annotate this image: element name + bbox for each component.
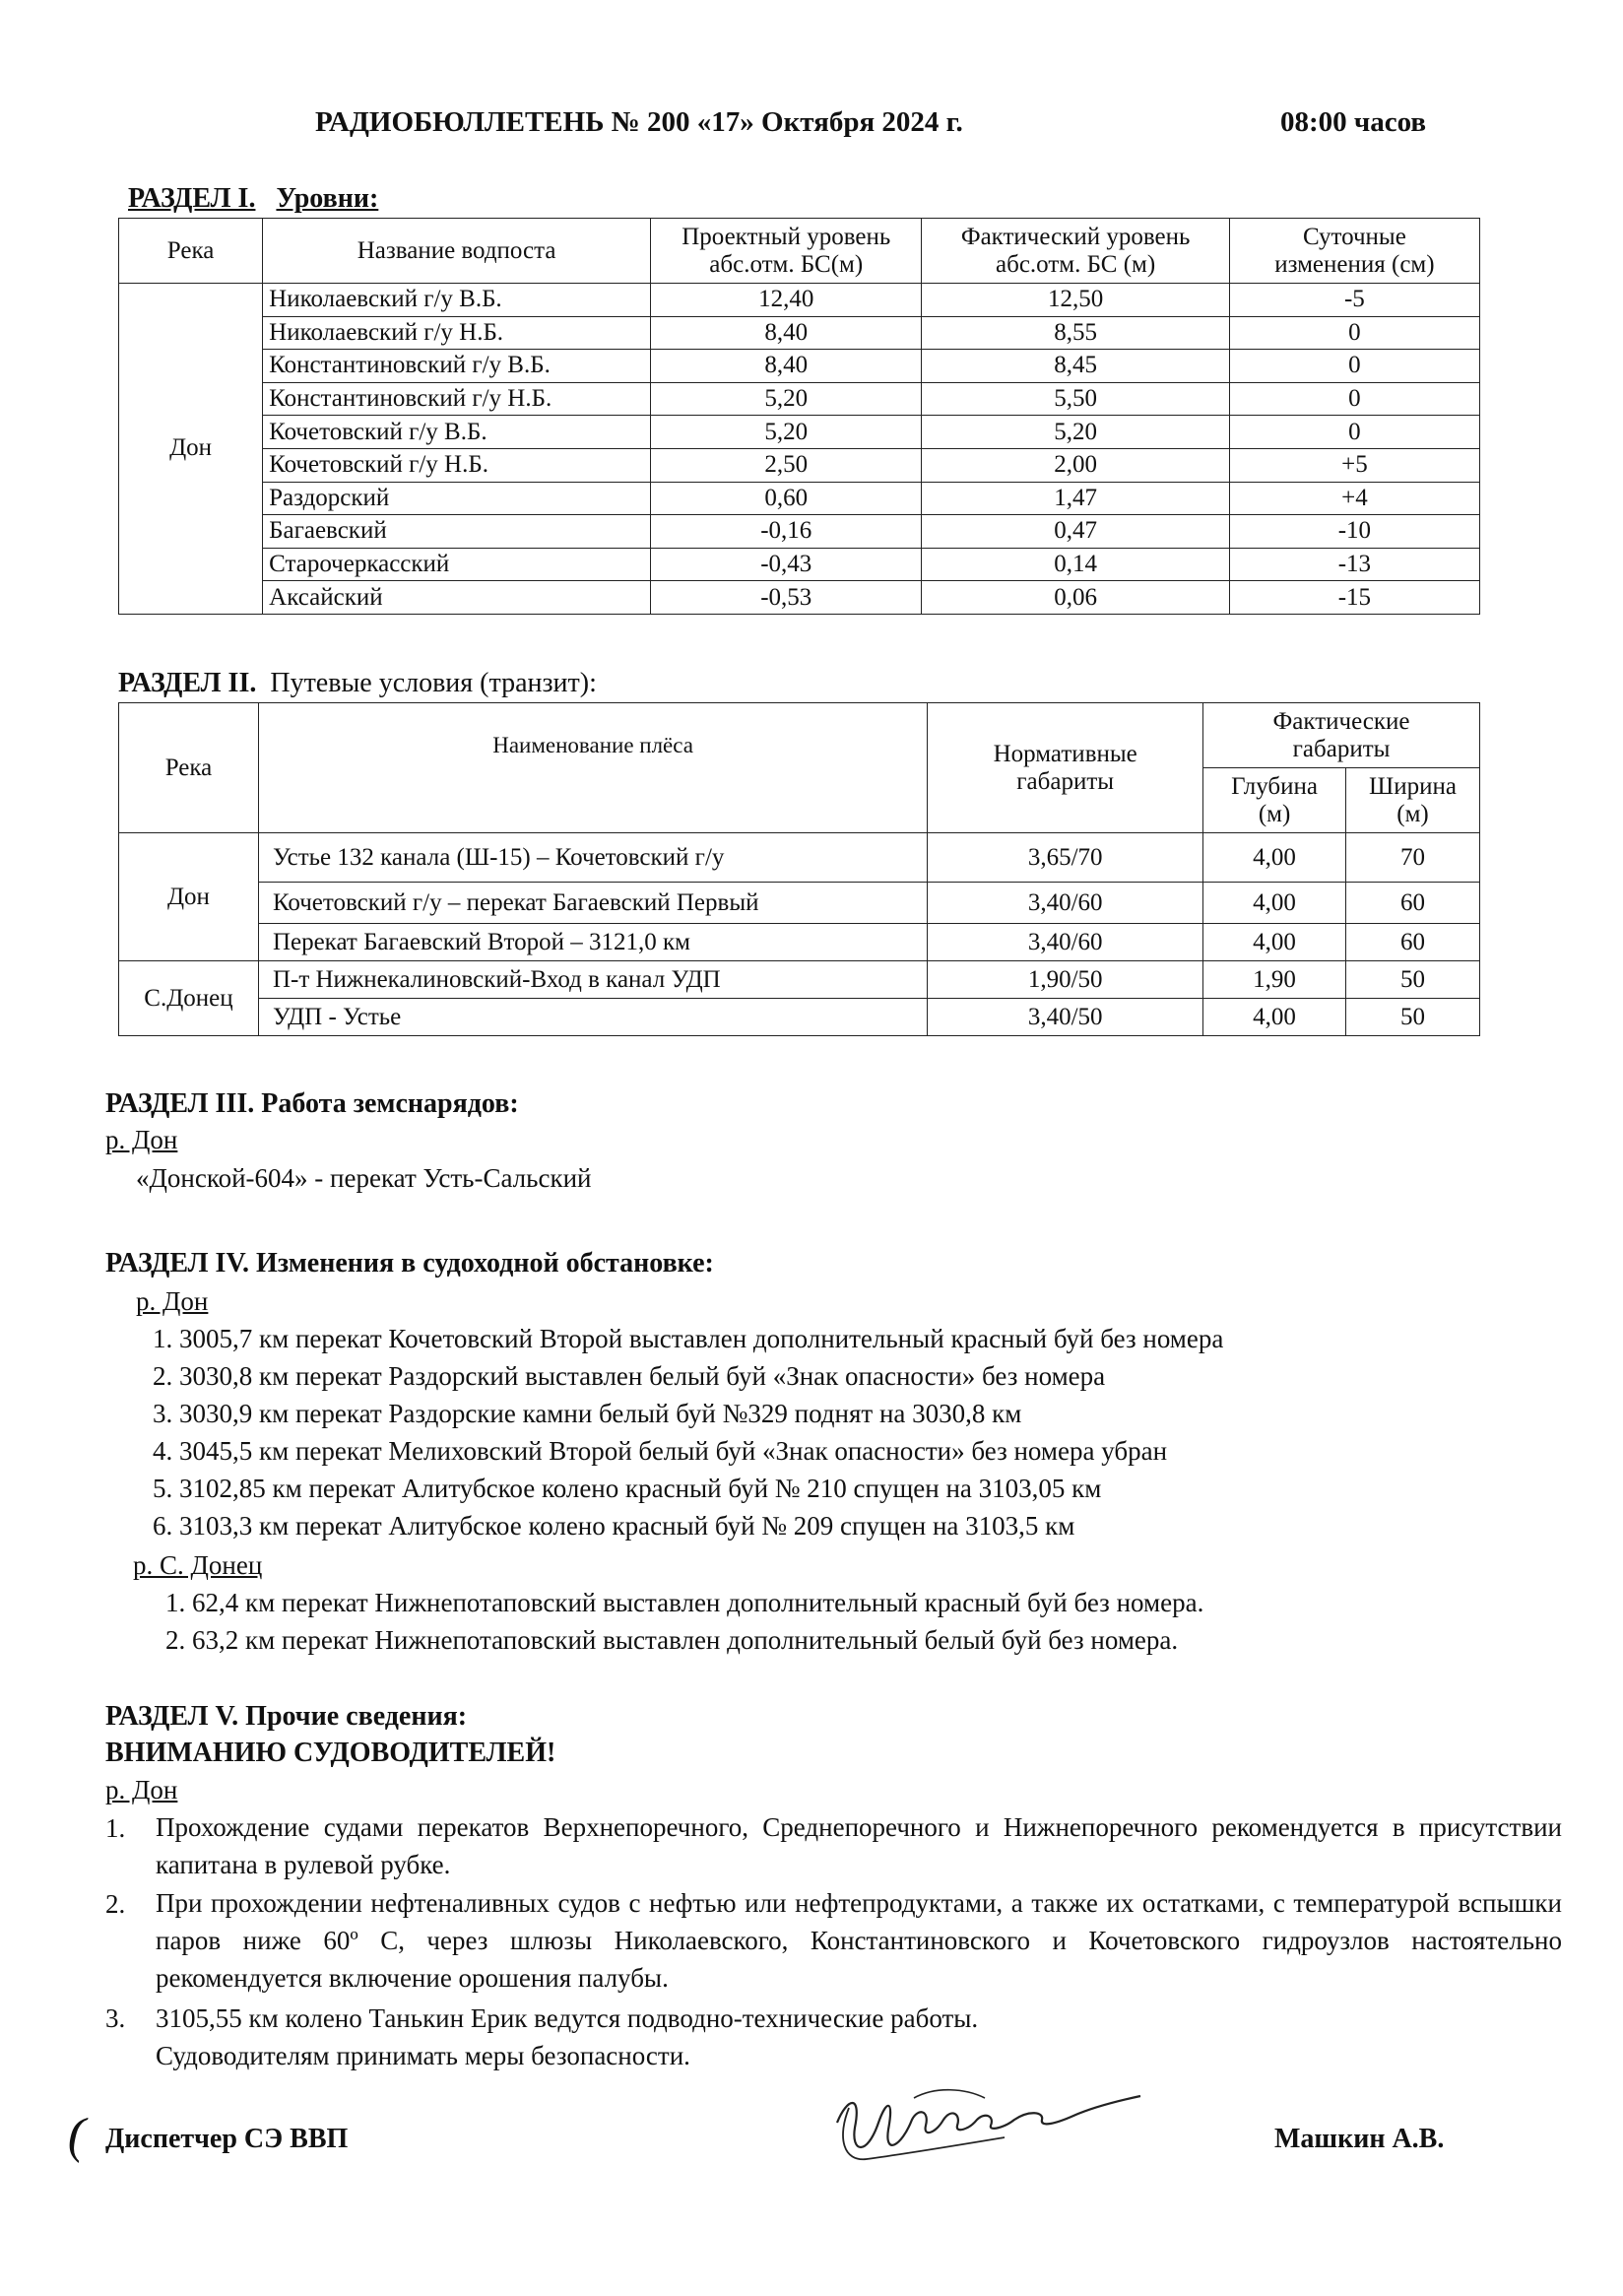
actual-level: 8,45	[922, 350, 1229, 383]
section4-heading	[105, 1248, 714, 1279]
signer-name: Машкин А.В.	[1274, 2124, 1445, 2154]
station-name: Старочеркасский	[263, 548, 651, 581]
station-name: Кочетовский г/у Н.Б.	[263, 448, 651, 482]
item-1-number: 1.	[105, 1813, 126, 1843]
section3-title: РАЗДЕЛ III. Работа земснарядов:	[105, 1088, 519, 1119]
levels-table	[118, 218, 1480, 615]
daily-change: -13	[1229, 548, 1479, 581]
header-width: Ширина (м)	[1346, 768, 1480, 833]
section1-number: РАЗДЕЛ I.	[128, 183, 256, 214]
station-name: Кочетовский г/у В.Б.	[263, 416, 651, 449]
header-station: Название водпоста	[263, 219, 651, 284]
design-level: -0,43	[651, 548, 922, 581]
item-1-text: Прохождение судами перекатов Верхнепоречного, Среднепоречного и Нижнепоречного рекомендуется в присутствии капитана в рулевой рубке.	[156, 1812, 1562, 1879]
table-row	[119, 284, 1480, 317]
daily-change: 0	[1229, 350, 1479, 383]
section5-heading	[105, 1701, 467, 1733]
actual-width: 60	[1346, 924, 1480, 961]
actual-width: 50	[1346, 999, 1480, 1036]
list-item: 3. 3030,9 км перекат Раздорские камни белый буй №329 поднят на 3030,8 км	[153, 1399, 1022, 1428]
attention-heading	[105, 1738, 555, 1769]
table-row	[119, 482, 1480, 515]
table-row	[119, 883, 1480, 924]
actual-level: 1,47	[922, 482, 1229, 515]
section1-title: Уровни:	[276, 183, 379, 214]
attention-text: ВНИМАНИЮ СУДОВОДИТЕЛЕЙ!	[105, 1738, 556, 1768]
actual-width: 50	[1346, 961, 1480, 999]
normative-dimensions: 3,40/50	[928, 999, 1203, 1036]
actual-depth: 1,90	[1203, 961, 1346, 999]
table-row	[119, 548, 1480, 581]
section4-don-label: р. Дон	[136, 1286, 209, 1316]
table-row	[119, 316, 1480, 350]
bulletin-title: РАДИОБЮЛЛЕТЕНЬ № 200 «17» Октября 2024 г.	[315, 106, 963, 138]
reach-name: П-т Нижнекалиновский-Вход в канал УДП	[258, 961, 927, 999]
actual-level: 2,00	[922, 448, 1229, 482]
river-cell: Дон	[119, 284, 263, 615]
design-level: -0,53	[651, 581, 922, 615]
section2-number: РАЗДЕЛ II.	[118, 668, 257, 698]
section1-heading	[128, 183, 378, 215]
design-level: 12,40	[651, 284, 922, 317]
list-item: 2. 3030,8 км перекат Раздорский выставлен белый буй «Знак опасности» без номера	[153, 1361, 1106, 1391]
section2-title: Путевые условия (транзит):	[270, 668, 597, 698]
table-row	[119, 382, 1480, 416]
station-name: Николаевский г/у В.Б.	[263, 284, 651, 317]
section3-item: «Донской-604» - перекат Усть-Сальский	[136, 1163, 592, 1193]
table-row	[119, 999, 1480, 1036]
bulletin-time: 08:00 часов	[1280, 106, 1427, 138]
actual-level: 8,55	[922, 316, 1229, 350]
margin-mark: (	[63, 2105, 93, 2165]
normative-dimensions: 3,40/60	[928, 883, 1203, 924]
actual-level: 0,14	[922, 548, 1229, 581]
item-2-number: 2.	[105, 1889, 126, 1919]
table-row	[119, 961, 1480, 999]
design-level: 5,20	[651, 382, 922, 416]
daily-change: 0	[1229, 416, 1479, 449]
reach-name: Перекат Багаевский Второй – 3121,0 км	[258, 924, 927, 961]
item-2-text: При прохождении нефтеналивных судов с нефтью или нефтепродуктами, а также их остатками, с температурой вспышки паров ниже 60º С, через шлюзы Николаевского, Константиновского и Кочетовского гидроузлов настоятельно рекомендуется включение орошения палубы.	[156, 1888, 1562, 1993]
actual-depth: 4,00	[1203, 999, 1346, 1036]
section4-donets-label: р. С. Донец	[133, 1550, 263, 1580]
actual-level: 0,47	[922, 515, 1229, 549]
station-name: Аксайский	[263, 581, 651, 615]
actual-depth: 4,00	[1203, 924, 1346, 961]
table-row	[119, 833, 1480, 883]
daily-change: -15	[1229, 581, 1479, 615]
section5-river: р. Дон	[105, 1775, 178, 1804]
header-actual-dimensions: Фактические габариты	[1203, 703, 1480, 768]
actual-depth: 4,00	[1203, 883, 1346, 924]
header-reach: Наименование плёса	[258, 703, 927, 833]
actual-depth: 4,00	[1203, 833, 1346, 883]
design-level: 0,60	[651, 482, 922, 515]
normative-dimensions: 3,65/70	[928, 833, 1203, 883]
design-level: 8,40	[651, 350, 922, 383]
list-item: 5. 3102,85 км перекат Алитубское колено красный буй № 210 спущен на 3103,05 км	[153, 1474, 1102, 1503]
section2-heading	[118, 668, 597, 699]
header-river: Река	[119, 219, 263, 284]
station-name: Николаевский г/у Н.Б.	[263, 316, 651, 350]
actual-width: 70	[1346, 833, 1480, 883]
daily-change: -10	[1229, 515, 1479, 549]
daily-change: -5	[1229, 284, 1479, 317]
list-item: 4. 3045,5 км перекат Мелиховский Второй белый буй «Знак опасности» без номера убран	[153, 1436, 1168, 1466]
section3-river: р. Дон	[105, 1125, 178, 1154]
reach-name: Устье 132 канала (Ш-15) – Кочетовский г/у	[258, 833, 927, 883]
table-row	[119, 350, 1480, 383]
station-name: Раздорский	[263, 482, 651, 515]
header-normative: Нормативные габариты	[928, 703, 1203, 833]
list-item: 2. 63,2 км перекат Нижнепотаповский выставлен дополнительный белый буй без номера.	[165, 1625, 1179, 1655]
section5-title: РАЗДЕЛ V. Прочие сведения:	[105, 1701, 468, 1732]
safety-note: Судоводителям принимать меры безопасности.	[156, 2041, 690, 2070]
table-row	[119, 448, 1480, 482]
list-item: 1. 3005,7 км перекат Кочетовский Второй выставлен дополнительный красный буй без номера	[153, 1324, 1224, 1353]
design-level: 2,50	[651, 448, 922, 482]
river-cell: Дон	[119, 833, 259, 961]
signature	[827, 2068, 1152, 2177]
reach-name: УДП - Устье	[258, 999, 927, 1036]
actual-width: 60	[1346, 883, 1480, 924]
item-3-text: 3105,55 км колено Танькин Ерик ведутся подводно-технические работы.	[156, 2003, 979, 2033]
section4-title: РАЗДЕЛ IV. Изменения в судоходной обстановке:	[105, 1248, 714, 1279]
route-conditions-table	[118, 702, 1480, 1036]
daily-change: 0	[1229, 382, 1479, 416]
actual-level: 5,50	[922, 382, 1229, 416]
design-level: 8,40	[651, 316, 922, 350]
item-3-number: 3.	[105, 2003, 126, 2033]
header-daily-change: Суточные изменения (см)	[1229, 219, 1479, 284]
dispatcher-label: Диспетчер СЭ ВВП	[105, 2124, 349, 2154]
list-item: 6. 3103,3 км перекат Алитубское колено красный буй № 209 спущен на 3103,5 км	[153, 1511, 1075, 1541]
list-item: 1. 62,4 км перекат Нижнепотаповский выставлен дополнительный красный буй без номера.	[165, 1588, 1204, 1617]
daily-change: +5	[1229, 448, 1479, 482]
table-row	[119, 416, 1480, 449]
actual-level: 0,06	[922, 581, 1229, 615]
daily-change: +4	[1229, 482, 1479, 515]
design-level: -0,16	[651, 515, 922, 549]
header-design-level: Проектный уровень абс.отм. БС(м)	[651, 219, 922, 284]
section3-heading	[105, 1088, 519, 1120]
table-row	[119, 924, 1480, 961]
normative-dimensions: 3,40/60	[928, 924, 1203, 961]
table-row	[119, 581, 1480, 615]
daily-change: 0	[1229, 316, 1479, 350]
station-name: Константиновский г/у В.Б.	[263, 350, 651, 383]
actual-level: 12,50	[922, 284, 1229, 317]
header-river: Река	[119, 703, 259, 833]
station-name: Багаевский	[263, 515, 651, 549]
design-level: 5,20	[651, 416, 922, 449]
normative-dimensions: 1,90/50	[928, 961, 1203, 999]
reach-name: Кочетовский г/у – перекат Багаевский Первый	[258, 883, 927, 924]
actual-level: 5,20	[922, 416, 1229, 449]
table-row	[119, 515, 1480, 549]
header-actual-level: Фактический уровень абс.отм. БС (м)	[922, 219, 1229, 284]
river-cell: С.Донец	[119, 961, 259, 1036]
station-name: Константиновский г/у Н.Б.	[263, 382, 651, 416]
header-depth: Глубина (м)	[1203, 768, 1346, 833]
